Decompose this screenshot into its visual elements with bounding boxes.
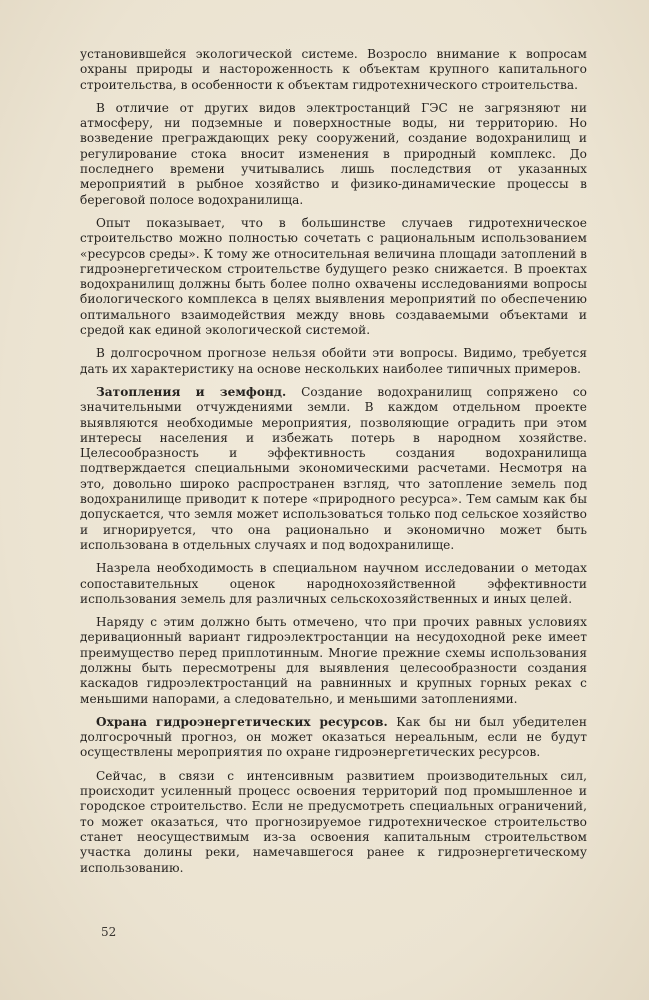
paragraph-1-text: установившейся экологической системе. Возросло внимание к вопросам охраны природы и настороженность к объектам крупного капитального строительства, в особенности к объектам гидротехнического строительства. (80, 47, 587, 92)
paragraph-4-text: В долгосрочном прогнозе нельзя обойти эти вопросы. Видимо, требуется дать их характеристику на основе нескольких наиболее типичных примеров. (80, 346, 587, 376)
paragraph-7 (80, 615, 587, 707)
paragraph-8 (80, 715, 587, 761)
paragraph-9 (80, 769, 587, 876)
paragraph-9-text: Сейчас, в связи с интенсивным развитием производительных сил, происходит усиленный процесс освоения территорий под промышленное и городское строительство. Если не предусмотреть специальных ограничений, то может оказаться, что прогнозируемое гидротехническое строительство станет неосуществимым из-за освоения капитальным строительством участка долины реки, намечавшегося ранее к гидроэнергетическому использованию. (80, 768, 587, 875)
paragraph-2 (80, 101, 587, 208)
paragraph-6 (80, 561, 587, 607)
paragraph-4 (80, 346, 587, 377)
section-heading-flooding: Затопления и земфонд. (96, 384, 287, 399)
paragraph-7-text: Наряду с этим должно быть отмечено, что при прочих равных условиях деривационный вариант гидроэлектростанции на несудоходной реке имеет преимущество перед приплотинным. Многие прежние схемы использования должны быть пересмотрены для выявления целесообразности создания каскадов гидроэлектростанций на равнинных и крупных горных реках с меньшими напорами, а следовательно, и меньшими затоплениями. (80, 615, 587, 706)
paragraph-5-text: Создание водохранилищ сопряжено со значительными отчуждениями земли. В каждом отдельном проекте выявляются необходимые мероприятия, позволяющие оградить при этом интересы населения и избежать потерь в народном хозяйстве. Целесообразность и эффективность создания водохранилища подтверждается специальными экономическими расчетами. Несмотря на это, довольно широко распространен взгляд, что затопление земель под водохранилище приводит к потере «природного ресурса». Тем самым как бы допускается, что земля может использоваться только под сельское хозяйство и игнорируется, что она рационально и экономично может быть использована в отдельных случаях и под водохранилище. (80, 384, 587, 552)
paragraph-2-text: В отличие от других видов электростанций ГЭС не загрязняют ни атмосферу, ни подземные и поверхностные воды, ни территорию. Но возведение преграждающих реку сооружений, создание водохранилищ и регулирование стока вносит изменения в природный комплекс. До последнего времени учитывались лишь последствия от указанных мероприятий в рыбное хозяйство и физико-динамические процессы в береговой полосе водохранилища. (80, 100, 587, 207)
paragraph-3 (80, 216, 587, 338)
page-body-text (80, 47, 587, 876)
paragraph-3-text: Опыт показывает, что в большинстве случаев гидротехническое строительство можно полностью сочетать с рациональным использованием «ресурсов среды». К тому же относительная величина площади затоплений в гидроэнергетическом строительстве будущего резко снижается. В проектах водохранилищ должны быть более полно охвачены исследованиями вопросы биологического комплекса в целях выявления мероприятий по обеспечению оптимального взаимодействия между вновь создаваемыми объектами и средой как единой экологической системой. (80, 215, 587, 338)
paragraph-6-text: Назрела необходимость в специальном научном исследовании о методах сопоставительных оценок народнохозяйственной эффективности использования земель для различных сельскохозяйственных и иных целей. (80, 561, 587, 606)
page-number: 52 (101, 925, 117, 939)
paragraph-1 (80, 47, 587, 93)
paragraph-5 (80, 385, 587, 553)
paragraph-8-text: Как бы ни был убедителен долгосрочный прогноз, он может оказаться нереальным, если не будут осуществлены мероприятия по охране гидроэнергетических ресурсов. (80, 714, 587, 760)
section-heading-hydro-protection: Охрана гидроэнергетических ресурсов. (96, 714, 388, 729)
